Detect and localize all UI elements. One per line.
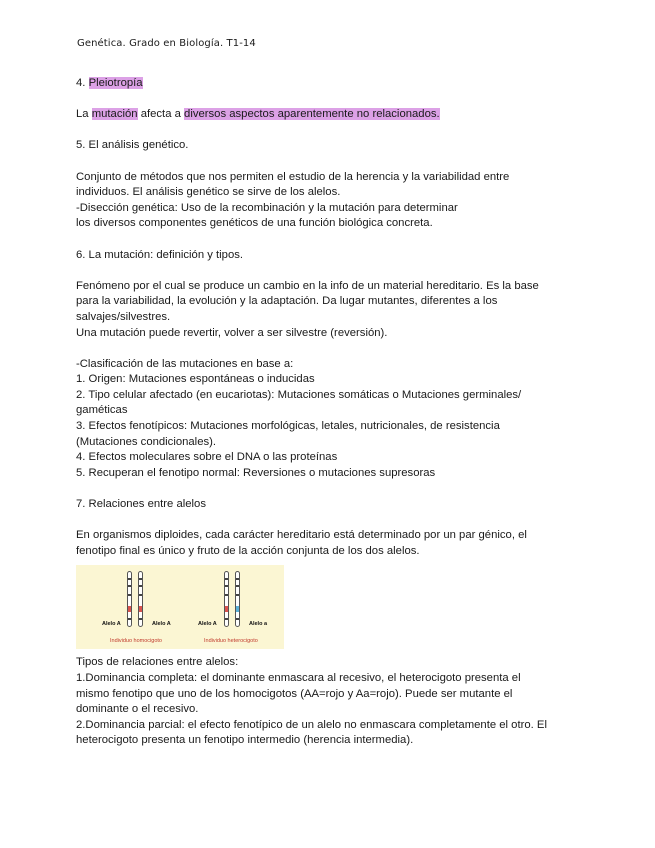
section-7-heading: 7. Relaciones entre alelos	[76, 498, 206, 511]
highlighted-term: Pleiotropía	[88, 77, 143, 89]
list-item: 1. Origen: Mutaciones espontáneas o inducidas	[76, 373, 315, 386]
text-line: mismo fenotipo que uno de los homocigotos (AA=rojo y Aa=rojo). Puede ser mutante el	[76, 687, 513, 700]
text-line: -Disección genética: Uso de la recombinación y la mutación para determinar	[76, 201, 458, 214]
allele-label: Alelo A	[152, 621, 171, 628]
section-4-heading	[76, 76, 576, 92]
list-item: 4. Efectos moleculares sobre el DNA o las proteínas	[76, 451, 338, 464]
list-item: 2. Tipo celular afectado (en eucariotas): Mutaciones somáticas o Mutaciones germinales/	[76, 388, 522, 401]
highlighted-phrase: diversos aspectos aparentemente no relacionados.	[184, 108, 440, 121]
text-line: -Clasificación de las mutaciones en base a:	[76, 357, 294, 370]
text-line: fenotipo final es único y fruto de la acción conjunta de los dos alelos.	[76, 544, 420, 557]
text-line: En organismos diploides, cada carácter hereditario está determinado por un par génico, el	[76, 529, 527, 542]
figure-caption-homozygous: Individuo homocigoto	[110, 638, 162, 645]
text-line: Tipos de relaciones entre alelos:	[76, 656, 239, 669]
allele-label: Alelo A	[198, 621, 217, 628]
text-line: Fenómeno por el cual se produce un cambio en la info de un material hereditario. Es la base	[76, 279, 539, 292]
allele-diagram-image	[76, 565, 284, 649]
allele-label: Alelo a	[249, 621, 268, 628]
list-item: 5. Recuperan el fenotipo normal: Reversiones o mutaciones supresoras	[76, 466, 436, 479]
text-line: heterocigoto presenta un fenotipo intermedio (herencia intermedia).	[76, 734, 414, 747]
text-line: individuos. El análisis genético se sirve de los alelos.	[76, 186, 341, 199]
text-run: afecta a	[137, 108, 185, 121]
allele-label: Alelo A	[102, 621, 121, 628]
section-6-heading: 6. La mutación: definición y tipos.	[76, 248, 244, 261]
text-line: Conjunto de métodos que nos permiten el estudio de la herencia y la variabilidad entre	[76, 170, 510, 183]
text-line: los diversos componentes genéticos de una función biológica concreta.	[76, 217, 433, 230]
text-run: La	[76, 108, 92, 121]
list-item: 1.Dominancia completa: el dominante enmascara al recesivo, el heterocigoto presenta el	[76, 672, 521, 684]
list-item: gaméticas	[76, 404, 128, 417]
section-5-heading: 5. El análisis genético.	[76, 139, 189, 152]
list-item: (Mutaciones condicionales).	[76, 435, 217, 448]
text-line: para la variabilidad, la evolución y la adaptación. Da lugar mutantes, diferentes a los	[76, 295, 498, 308]
chromosome	[138, 571, 143, 627]
highlighted-term: mutación	[91, 108, 138, 121]
document-body	[76, 76, 576, 749]
section-4-paragraph	[76, 107, 576, 123]
chromosome	[235, 571, 240, 627]
document-header: Genética. Grado en Biología. T1-14	[77, 38, 256, 49]
list-item: 2.Dominancia parcial: el efecto fenotípico de un alelo no enmascara completamente el otro. El	[76, 718, 547, 731]
section-number: 4.	[76, 77, 89, 89]
text-line: Una mutación puede revertir, volver a ser silvestre (reversión).	[76, 326, 388, 339]
chromosome	[224, 571, 229, 627]
chromosome	[127, 571, 132, 627]
list-item: 3. Efectos fenotípicos: Mutaciones morfológicas, letales, nutricionales, de resistencia	[76, 420, 500, 433]
text-line: dominante o el recesivo.	[76, 703, 199, 716]
text-line: salvajes/silvestres.	[76, 310, 171, 323]
figure-caption-heterozygous: Individuo heterocigoto	[204, 638, 258, 645]
